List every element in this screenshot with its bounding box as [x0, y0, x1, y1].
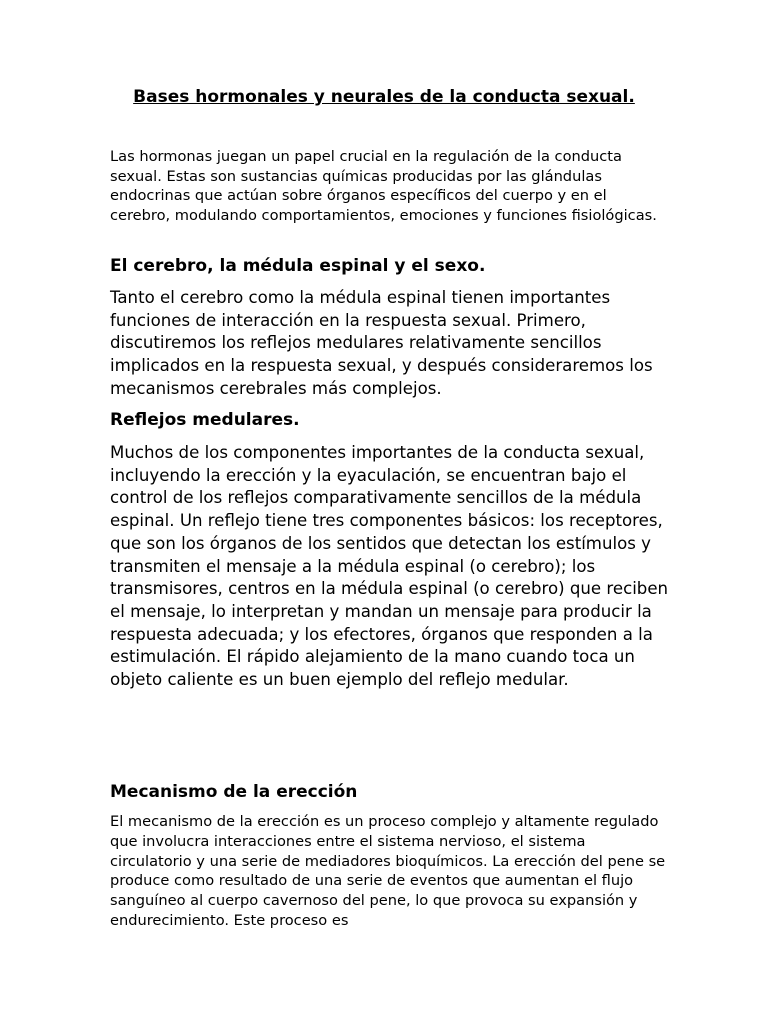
- section-heading-spinal-reflexes: Reflejos medulares.: [110, 410, 300, 430]
- document-title: Bases hormonales y neurales de la conducta sexual.: [133, 87, 635, 107]
- section-heading-brain-spine: El cerebro, la médula espinal y el sexo.: [110, 256, 486, 276]
- section-body-erection-mechanism: El mecanismo de la erección es un proceso complejo y altamente regulado que involucra interacciones entre el sistema nervioso, el sistema circulatorio y una serie de mediadores bioquímicos. La erección del pene se produce como resultado de una serie de eventos que aumentan el flujo sanguíneo al cuerpo cavernoso del pene, lo que provoca su expansión y endurecimiento. Este proceso es: [110, 813, 666, 929]
- section-heading-erection-mechanism: Mecanismo de la erección: [110, 782, 358, 802]
- intro-paragraph: Las hormonas juegan un papel crucial en la regulación de la conducta sexual. Estas son sustancias químicas producidas por las glándulas endocrinas que actúan sobre órganos específicos del cuerpo y en el cerebro, modulando comportamientos, emociones y funciones fisiológicas.: [110, 148, 657, 224]
- section-body-brain-spine: Tanto el cerebro como la médula espinal tienen importantes funciones de interacción en la respuesta sexual. Primero, discutiremos los reflejos medulares relativamente sencillos implicados en la respuesta sexual, y después consideraremos los mecanismos cerebrales más complejos.: [110, 288, 653, 398]
- section-body-spinal-reflexes: Muchos de los componentes importantes de la conducta sexual, incluyendo la erección y la eyaculación, se encuentran bajo el control de los reflejos comparativamente sencillos de la médula espinal. Un reflejo tiene tres componentes básicos: los receptores, que son los órganos de los sentidos que detectan los estímulos y transmiten el mensaje a la médula espinal (o cerebro); los transmisores, centros en la médula espinal (o cerebro) que reciben el mensaje, lo interpretan y mandan un mensaje para producir la respuesta adecuada; y los efectores, órganos que responden a la estimulación. El rápido alejamiento de la mano cuando toca un objeto caliente es un buen ejemplo del reflejo medular.: [110, 443, 669, 690]
